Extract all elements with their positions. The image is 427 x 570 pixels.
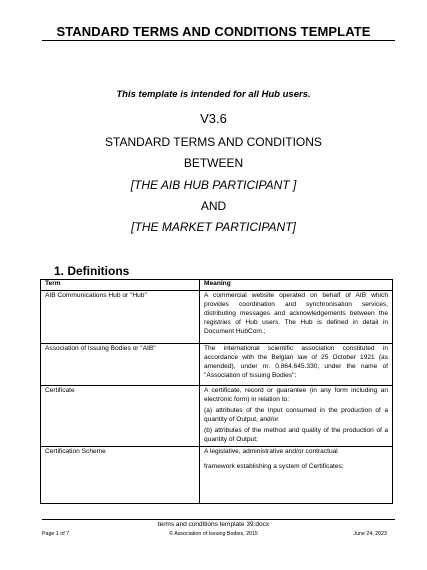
page-title: STANDARD TERMS AND CONDITIONS TEMPLATE	[56, 24, 371, 39]
section-heading: 1. Definitions	[54, 264, 130, 278]
footer-copyright: © Association of Issuing Bodies, 2015	[169, 531, 258, 537]
heading-line-1: STANDARD TERMS AND CONDITIONS	[105, 135, 322, 149]
footer-filename: terms and conditions template 39.docx	[157, 521, 270, 528]
meaning-paragraph: (a) attributes of the Input consumed in the production of a quantity of Output, and/or	[204, 406, 388, 423]
table-row	[41, 291, 393, 344]
footer-divider	[42, 519, 395, 520]
meaning-cell	[200, 291, 393, 344]
heading-line-4: AND	[200, 199, 227, 213]
heading-line-3: [THE AIB HUB PARTICIPANT ]	[130, 178, 297, 192]
title-divider	[42, 40, 395, 41]
meaning-cell	[200, 386, 393, 447]
meaning-paragraph: (b) attributes of the method and quality of the production of a quantity of Output;	[204, 426, 388, 443]
meaning-paragraph: A commercial website operated on behalf of AIB which provides coordination and synchronisation services, distributing messages and acknowledgements between the registries of Hub users. The Hub is defined in detail in Document HubCom.;	[204, 292, 388, 335]
meaning-paragraph: The international scientific association constituted in accordance with the Belgian law of 25 October 1921 (as amended), under nr. 0.864.645.330, under the name of "Association of Issuing Bodies";	[204, 345, 388, 379]
definitions-table	[40, 279, 393, 504]
footer-date: June 24, 2023	[353, 531, 387, 537]
meaning-paragraph: A certificate, record or guarantee (in any form including an electronic form) in relation to:	[204, 387, 388, 403]
intro-text: This template is intended for all Hub users.	[116, 89, 311, 100]
table-row	[41, 386, 393, 447]
term-cell: Certification Scheme	[41, 447, 200, 504]
meaning-paragraph: framework establishing a system of Certificates;	[204, 462, 344, 470]
table-row	[41, 447, 393, 504]
table-header-row	[41, 280, 393, 291]
meaning-cell	[200, 344, 393, 386]
heading-line-5: [THE MARKET PARTICIPANT]	[131, 220, 296, 234]
version-label: V3.6	[200, 111, 227, 126]
footer-page-number: Page 1 of 7	[42, 531, 70, 537]
term-cell: Certificate	[41, 386, 200, 447]
column-header-term: Term	[41, 280, 200, 291]
table-row	[41, 344, 393, 386]
meaning-cell	[200, 447, 393, 504]
term-cell: AIB Communications Hub or "Hub"	[41, 291, 200, 344]
term-cell: Association of Issuing Bodies or "AIB"	[41, 344, 200, 386]
column-header-meaning: Meaning	[200, 280, 393, 291]
heading-line-2: BETWEEN	[183, 156, 244, 170]
meaning-paragraph: A legislative, administrative and/or contractual	[204, 448, 338, 455]
